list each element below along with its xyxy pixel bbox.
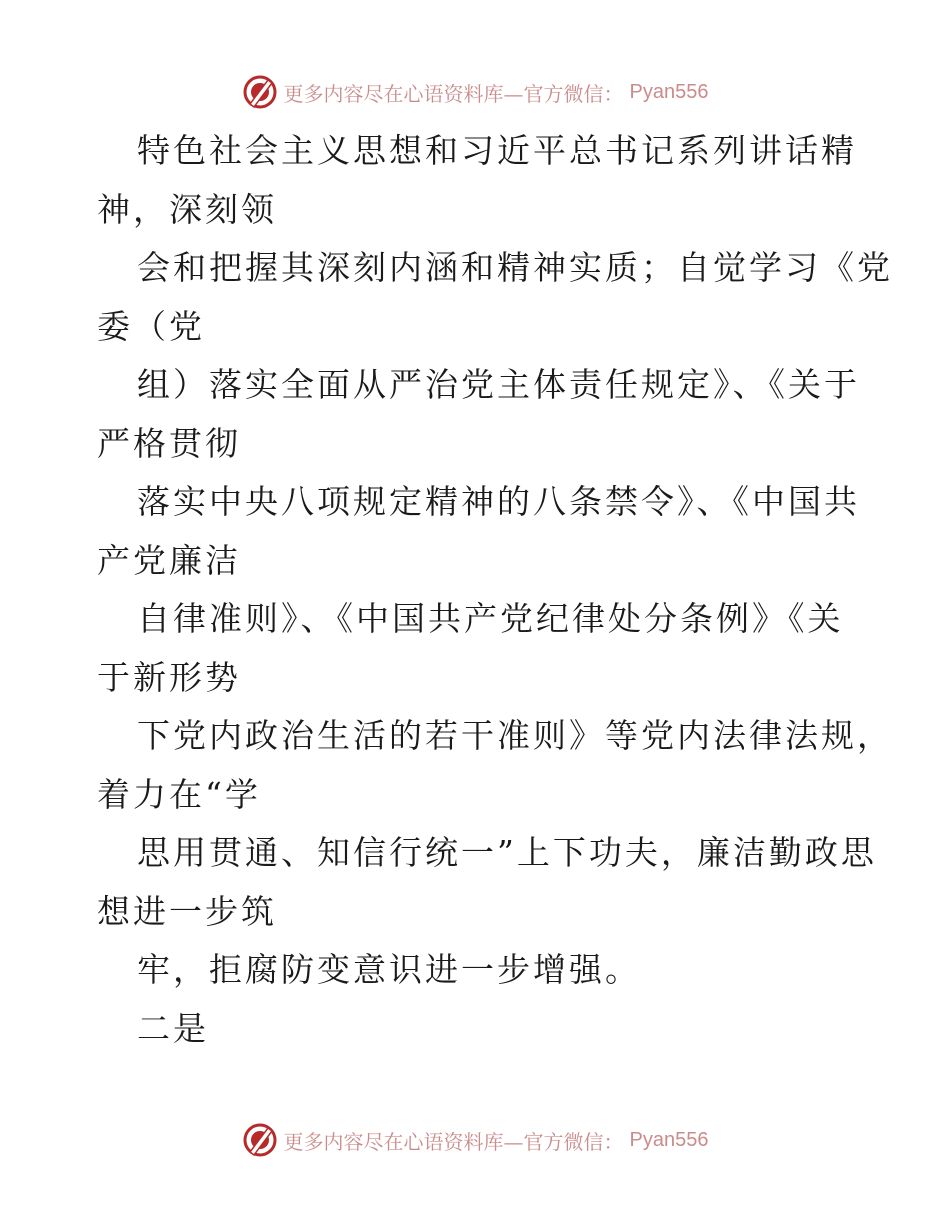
watermark-handle: Pyan556 [629, 80, 709, 103]
text-line: 严格贯彻 [97, 423, 241, 463]
text-line: 着力在“学 [97, 774, 261, 814]
watermark-text: 更多内容尽在心语资料库—官方微信： [283, 1129, 624, 1154]
text-line: 组）落实全面从严治党主体责任规定》、《关于 [137, 365, 860, 404]
text-line: 自律准则》、《中国共产党纪律处分条例》《关 [137, 599, 844, 638]
text-line: 会和把握其深刻内涵和精神实质；自觉学习《党 [137, 248, 893, 287]
text-line: 于新形势 [97, 657, 241, 697]
text-line: 二是 [137, 1008, 209, 1048]
footer-watermark [0, 1118, 950, 1162]
text-line: 思用贯通、知信行统一”上下功夫，廉洁勤政思 [137, 833, 877, 872]
text-line: 特色社会主义思想和习近平总书记系列讲话精 [137, 131, 857, 170]
text-line: 委（党 [97, 306, 205, 346]
pen-seal-icon [242, 1122, 278, 1158]
body-text [97, 122, 893, 1058]
watermark-text: 更多内容尽在心语资料库—官方微信： [283, 81, 624, 106]
text-line: 下党内政治生活的若干准则》等党内法律法规， [137, 716, 893, 755]
text-line: 神，深刻领 [97, 189, 277, 229]
header-watermark [0, 70, 950, 114]
text-line: 落实中央八项规定精神的八条禁令》、《中国共 [137, 482, 860, 521]
text-line: 想进一步筑 [97, 891, 277, 931]
text-line: 产党廉洁 [97, 540, 241, 580]
pen-seal-icon [242, 74, 278, 110]
text-line: 牢，拒腐防变意识进一步增强。 [137, 950, 641, 989]
watermark-handle: Pyan556 [629, 1128, 709, 1151]
